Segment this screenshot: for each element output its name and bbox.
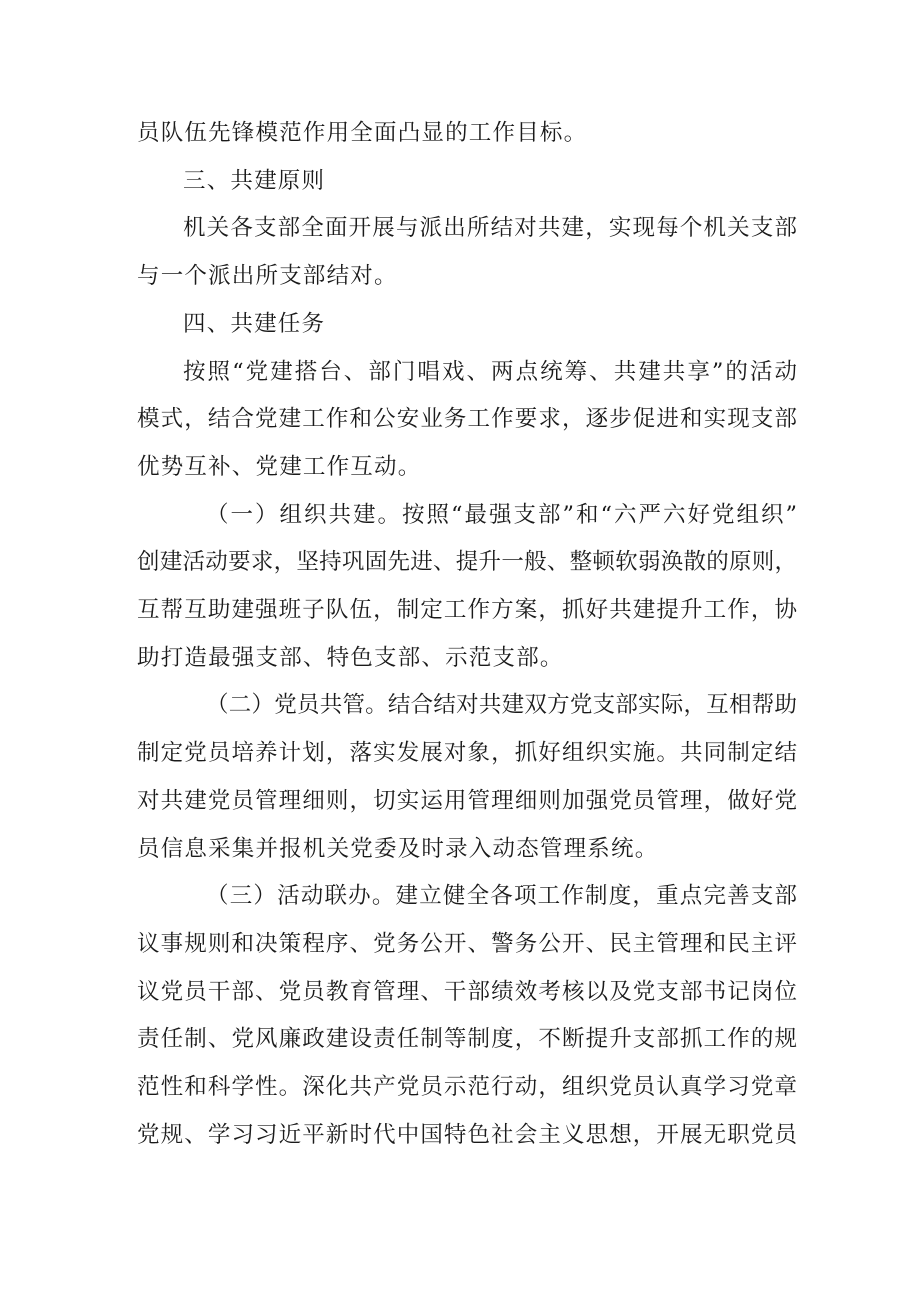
text-line: 范性和科学性。深化共产党员示范行动，组织党员认真学习党章: [137, 1074, 799, 1101]
text-line: 议事规则和决策程序、党务公开、警务公开、民主管理和民主评: [137, 930, 799, 957]
document-body: [137, 110, 800, 1159]
text-line: 创建活动要求，坚持巩固先进、提升一般、整顿软弱涣散的原则，: [137, 549, 798, 576]
text-line: 制定党员培养计划，落实发展对象，抓好组织实施。共同制定结: [137, 740, 799, 767]
section-heading-principles: 三、共建原则: [183, 167, 326, 194]
text-line: 按照“党建搭台、部门唱戏、两点统筹、共建共享”的活动: [183, 358, 800, 385]
text-line: 优势互补、党建工作互动。: [137, 453, 422, 480]
text-line: 模式，结合党建工作和公安业务工作要求，逐步促进和实现支部: [137, 406, 799, 433]
text-line: 互帮互助建强班子队伍，制定工作方案，抓好共建提升工作，协: [137, 597, 799, 624]
subsection-activities: （三）活动联办。建立健全各项工作制度，重点完善支部: [206, 883, 799, 910]
text-line: 议党员干部、党员教育管理、干部绩效考核以及党支部书记岗位: [137, 978, 799, 1005]
text-line: 员信息采集并报机关党委及时录入动态管理系统。: [137, 835, 659, 862]
section-heading-tasks: 四、共建任务: [183, 310, 326, 337]
text-line: 对共建党员管理细则，切实运用管理细则加强党员管理，做好党: [137, 787, 799, 814]
text-line: 机关各支部全面开展与派出所结对共建，实现每个机关支部: [183, 215, 799, 242]
subsection-organization: （一）组织共建。按照“最强支部”和“六严六好党组织”: [206, 501, 800, 528]
text-line: 与一个派出所支部结对。: [137, 263, 398, 290]
text-line: 员队伍先锋模范作用全面凸显的工作目标。: [137, 120, 588, 146]
subsection-members: （二）党员共管。结合结对共建双方党支部实际，互相帮助: [206, 692, 798, 719]
text-line: 党规、学习习近平新时代中国特色社会主义思想，开展无职党员: [137, 1121, 799, 1148]
text-line: 助打造最强支部、特色支部、示范支部。: [137, 644, 564, 671]
text-line: 责任制、党风廉政建设责任制等制度，不断提升支部抓工作的规: [137, 1026, 799, 1053]
